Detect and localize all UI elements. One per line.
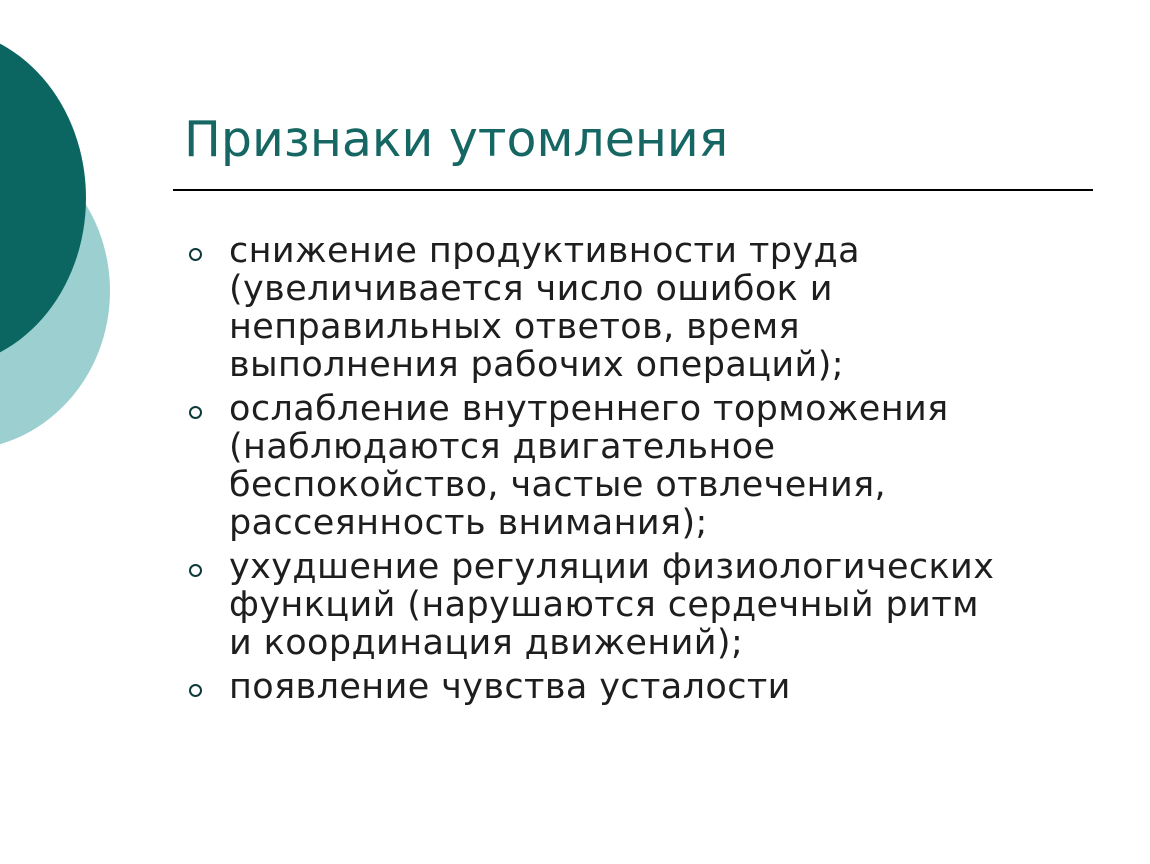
bullet-line: и координация движений); [229, 623, 744, 663]
bullet-line: ухудшение регуляции физиологических [229, 547, 995, 587]
bullet-line: беспокойство, частые отвлечения, [229, 465, 887, 505]
bullet-line: неправильных ответов, время [229, 307, 800, 347]
bullet-line: (увеличивается число ошибок и [229, 269, 833, 309]
bullet-circle-icon [189, 248, 202, 261]
bullet-line: ослабление внутреннего торможения [229, 389, 949, 429]
slide-title: Признаки утомления [184, 111, 729, 168]
bullet-line: появление чувства усталости [229, 667, 791, 707]
bullet-item [186, 390, 1086, 542]
bullet-item [186, 548, 1086, 662]
bullet-line: (наблюдаются двигательное [229, 427, 776, 467]
bullet-circle-icon [189, 684, 202, 697]
bullet-circle-icon [189, 564, 202, 577]
bullet-item [186, 668, 1086, 706]
title-divider [173, 189, 1093, 191]
bullet-list [186, 232, 1086, 712]
bullet-line: функций (нарушаются сердечный ритм [229, 585, 979, 625]
bullet-line: выполнения рабочих операций); [229, 345, 844, 385]
bullet-circle-icon [189, 406, 202, 419]
bullet-line: рассеянность внимания); [229, 503, 708, 543]
bullet-item [186, 232, 1086, 384]
bullet-line: снижение продуктивности труда [229, 231, 860, 271]
